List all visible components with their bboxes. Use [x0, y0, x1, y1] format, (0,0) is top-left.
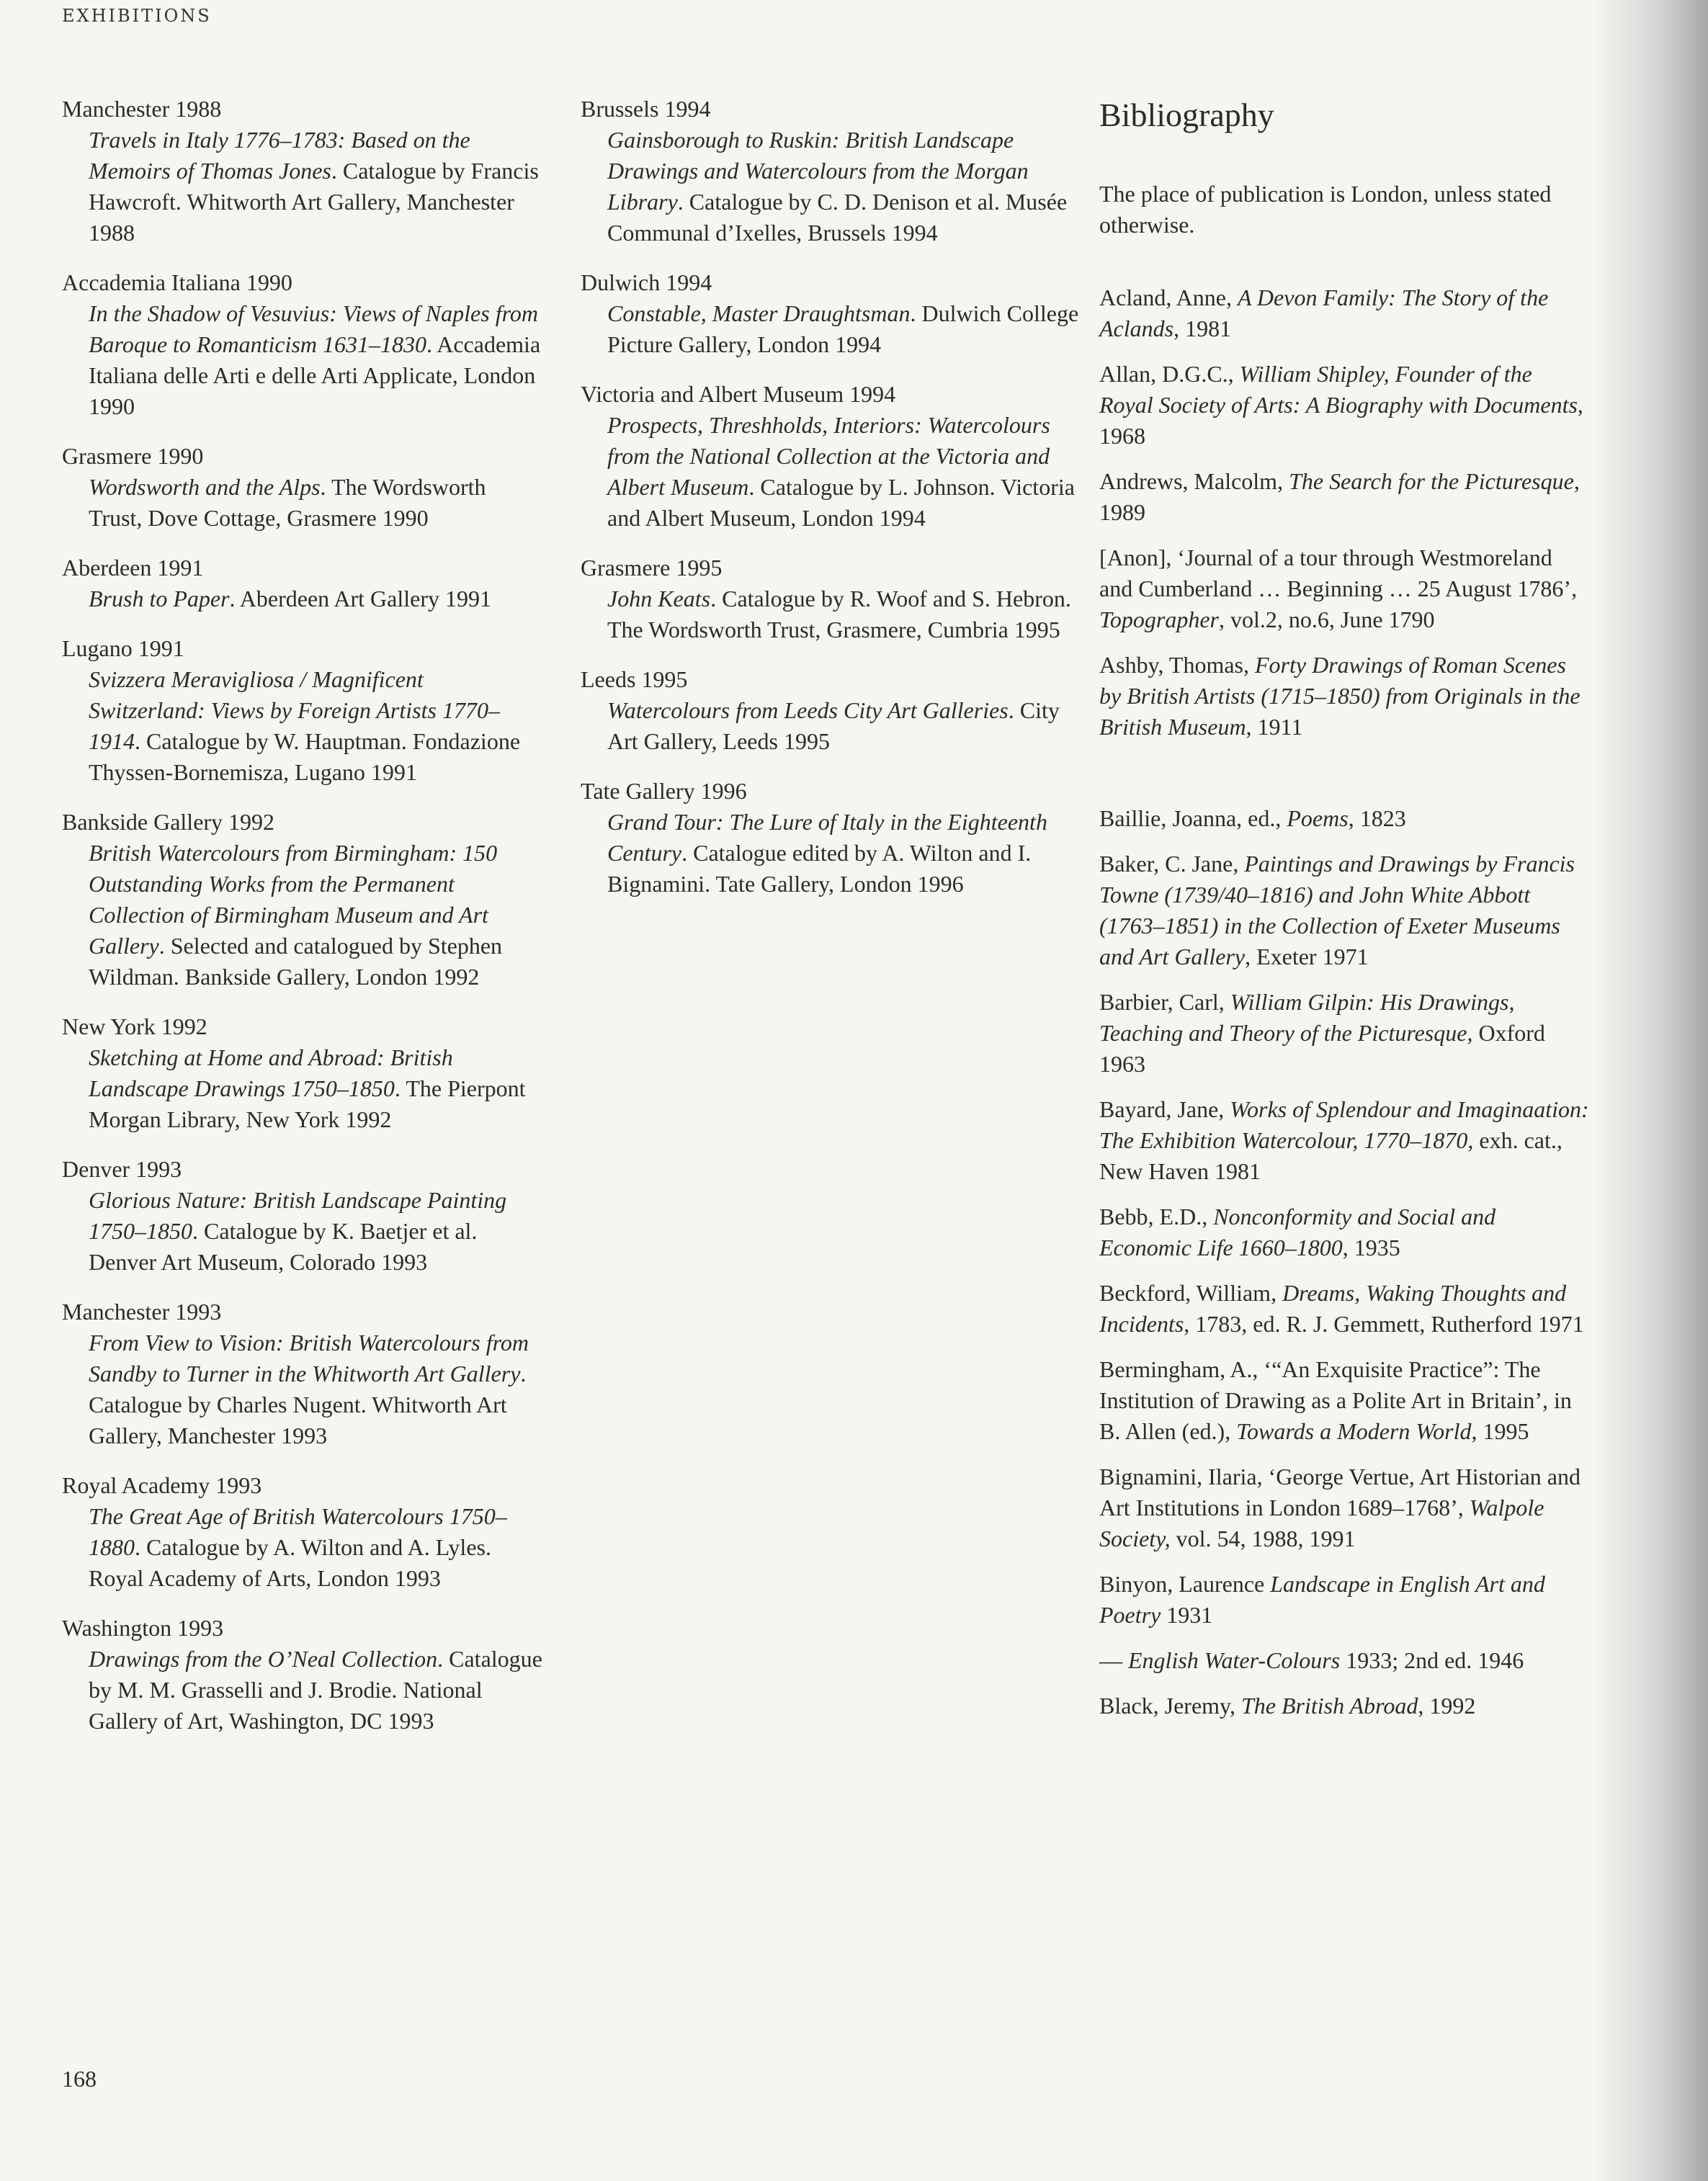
- entry-lead: Bermingham, A., ‘“An Exquisite Practice”: The Institution of Drawing as a Polite Art in Britain’, in B. Allen (ed.),: [1099, 1356, 1572, 1444]
- entry-title: William Gilpin: His Drawings, Teaching and Theory of the Picturesque: [1099, 989, 1515, 1046]
- exhibition-details: [62, 838, 545, 993]
- bibliography-column: [1099, 94, 1589, 1736]
- exhibition-title: From View to Vision: British Watercolours from Sandby to Turner in the Whitworth Art Gallery: [89, 1330, 529, 1387]
- bibliography-entry: [1099, 1094, 1589, 1187]
- entry-tail: , 1989: [1099, 468, 1580, 525]
- exhibition-entry: [581, 94, 1085, 248]
- entry-title: Forty Drawings of Roman Scenes by British Artists (1715–1850) from Originals in the British Museum: [1099, 652, 1580, 740]
- exhibition-description: . Selected and catalogued by Stephen Wildman. Bankside Gallery, London 1992: [89, 933, 503, 990]
- entry-lead: Barbier, Carl,: [1099, 989, 1230, 1015]
- exhibition-description: . Catalogue by M. M. Grasselli and J. Brodie. National Gallery of Art, Washington, DC 1993: [89, 1646, 542, 1734]
- bibliography-entry: [1099, 650, 1589, 743]
- entry-title: English Water-Colours: [1128, 1647, 1341, 1673]
- bibliography-note: The place of publication is London, unless stated otherwise.: [1099, 181, 1552, 238]
- exhibition-place: Washington 1993: [62, 1615, 224, 1641]
- entry-tail: 1933; 2nd ed. 1946: [1340, 1647, 1524, 1673]
- group-spacer: [1099, 757, 1589, 803]
- entry-lead: Andrews, Malcolm,: [1099, 468, 1289, 494]
- bibliography-entry: [1099, 1645, 1589, 1676]
- bibliography-entry: [1099, 542, 1589, 635]
- exhibition-place: Aberdeen 1991: [62, 555, 204, 581]
- exhibition-place: Brussels 1994: [581, 96, 711, 122]
- exhibition-place: Leeds 1995: [581, 666, 688, 692]
- exhibition-details: [62, 1042, 545, 1135]
- entry-title: Paintings and Drawings by Francis Towne (1739/40–1816) and John White Abbott (1763–1851) in the Collection of Exeter Museums and Art Gallery: [1099, 851, 1575, 969]
- exhibition-description: . Catalogue by Charles Nugent. Whitworth Art Gallery, Manchester 1993: [89, 1361, 527, 1448]
- exhibition-details: [581, 583, 1085, 645]
- exhibition-details: [62, 1644, 545, 1737]
- entry-title: Landscape in English Art and Poetry: [1099, 1571, 1545, 1628]
- exhibition-details: [62, 1185, 545, 1278]
- entry-tail: , vol.2, no.6, June 1790: [1218, 606, 1435, 632]
- entry-title: Walpole Society,: [1099, 1495, 1544, 1551]
- entry-lead: Acland, Anne,: [1099, 285, 1238, 310]
- entry-tail: , 1935: [1342, 1235, 1400, 1260]
- bibliography-heading: Bibliography: [1099, 97, 1274, 133]
- exhibition-place: Grasmere 1990: [62, 443, 204, 469]
- entry-tail: , 1968: [1099, 392, 1583, 449]
- exhibition-entry: [62, 267, 545, 422]
- bibliography-entry: [1099, 1461, 1589, 1554]
- exhibition-details: [62, 583, 545, 614]
- exhibition-entry: [581, 776, 1085, 900]
- exhibition-title: British Watercolours from Birmingham: 150 Outstanding Works from the Permanent Collection of Birmingham Museum and Art Gallery: [89, 840, 498, 959]
- exhibitions-column-1: [62, 94, 545, 1755]
- entry-lead: —: [1099, 1647, 1128, 1673]
- entry-lead: Allan, D.G.C.,: [1099, 361, 1240, 387]
- exhibition-details: [581, 298, 1085, 360]
- entry-title: A Devon Family: The Story of the Aclands: [1099, 285, 1549, 341]
- page-number: 168: [62, 2066, 97, 2092]
- exhibition-description: . Dulwich College Picture Gallery, London 1994: [607, 300, 1079, 357]
- entry-title: William Shipley, Founder of the Royal Society of Arts: A Biography with Documents: [1099, 361, 1578, 418]
- exhibition-place: Victoria and Albert Museum 1994: [581, 381, 896, 407]
- exhibition-details: [62, 298, 545, 422]
- exhibition-entry: [62, 807, 545, 993]
- exhibition-place: Bankside Gallery 1992: [62, 809, 275, 835]
- exhibition-place: Tate Gallery 1996: [581, 778, 747, 804]
- exhibition-title: Drawings from the O’Neal Collection: [89, 1646, 438, 1672]
- entry-tail: , 1995: [1471, 1418, 1529, 1444]
- exhibition-details: [581, 807, 1085, 900]
- exhibition-description: . Catalogue by L. Johnson. Victoria and Albert Museum, London 1994: [607, 474, 1075, 531]
- exhibition-title: Wordsworth and the Alps: [89, 474, 321, 500]
- entry-title: The Search for the Picturesque: [1289, 468, 1574, 494]
- exhibition-description: . Catalogue by R. Woof and S. Hebron. The Wordsworth Trust, Grasmere, Cumbria 1995: [607, 586, 1071, 642]
- exhibition-description: . The Pierpont Morgan Library, New York 1992: [89, 1075, 526, 1132]
- bibliography-entry: [1099, 282, 1589, 344]
- entry-tail: , Oxford 1963: [1099, 1020, 1545, 1077]
- entry-lead: Baillie, Joanna, ed.,: [1099, 805, 1287, 831]
- bibliography-entry: [1099, 1201, 1589, 1263]
- exhibition-details: [62, 1327, 545, 1451]
- bibliography-entry: [1099, 1569, 1589, 1631]
- entry-tail: , Exeter 1971: [1245, 944, 1369, 969]
- exhibition-title: Prospects, Threshholds, Interiors: Watercolours from the National Collection at the Victoria and Albert Museum: [607, 412, 1050, 500]
- exhibition-description: . Catalogue by W. Hauptman. Fondazione Thyssen-Bornemisza, Lugano 1991: [89, 728, 521, 785]
- exhibition-entry: [62, 1011, 545, 1135]
- exhibition-title: Sketching at Home and Abroad: British Landscape Drawings 1750–1850: [89, 1044, 453, 1101]
- exhibition-description: . City Art Gallery, Leeds 1995: [607, 697, 1060, 754]
- exhibition-place: Royal Academy 1993: [62, 1472, 262, 1498]
- exhibition-entry: [62, 633, 545, 788]
- bibliography-entry: [1099, 1278, 1589, 1340]
- entry-lead: Bignamini, Ilaria, ‘George Vertue, Art Historian and Art Institutions in London 1689–1768’,: [1099, 1464, 1580, 1521]
- exhibition-title: Watercolours from Leeds City Art Galleries: [607, 697, 1009, 723]
- entry-lead: Binyon, Laurence: [1099, 1571, 1271, 1597]
- exhibition-place: Grasmere 1995: [581, 555, 723, 581]
- bibliography-entry: [1099, 359, 1589, 452]
- exhibition-details: [581, 695, 1085, 757]
- bibliography-entry: [1099, 803, 1589, 834]
- exhibition-description: . Aberdeen Art Gallery 1991: [229, 586, 491, 612]
- exhibition-place: Dulwich 1994: [581, 269, 712, 295]
- exhibition-place: Denver 1993: [62, 1156, 182, 1182]
- exhibition-place: Manchester 1988: [62, 96, 222, 122]
- bibliography-entry: [1099, 1354, 1589, 1447]
- entry-lead: Bebb, E.D.,: [1099, 1204, 1214, 1230]
- exhibition-details: [581, 125, 1085, 248]
- exhibition-entry: [62, 1154, 545, 1278]
- exhibition-entry: [581, 664, 1085, 757]
- exhibition-details: [62, 1501, 545, 1594]
- exhibition-description: . Catalogue edited by A. Wilton and I. Bignamini. Tate Gallery, London 1996: [607, 840, 1032, 897]
- entry-lead: Beckford, William,: [1099, 1280, 1283, 1306]
- entry-tail: 1931: [1161, 1602, 1213, 1628]
- exhibition-entry: [62, 1470, 545, 1594]
- exhibition-entry: [62, 441, 545, 534]
- entry-tail: , 1911: [1246, 714, 1303, 740]
- exhibition-entry: [581, 267, 1085, 360]
- entry-lead: Bayard, Jane,: [1099, 1096, 1230, 1122]
- exhibition-title: The Great Age of British Watercolours 1750–1880: [89, 1503, 507, 1560]
- exhibition-details: [62, 125, 545, 248]
- entry-tail: , 1981: [1173, 315, 1232, 341]
- entry-title: Topographer: [1099, 606, 1219, 632]
- exhibition-description: . Catalogue by K. Baetjer et al. Denver Art Museum, Colorado 1993: [89, 1218, 478, 1275]
- exhibition-description: . The Wordsworth Trust, Dove Cottage, Grasmere 1990: [89, 474, 486, 531]
- entry-lead: Ashby, Thomas,: [1099, 652, 1255, 678]
- entry-tail: , exh. cat., New Haven 1981: [1099, 1127, 1562, 1184]
- entry-lead: [Anon], ‘Journal of a tour through Westmoreland and Cumberland … Beginning … 25 August 1786’,: [1099, 545, 1578, 601]
- exhibition-title: Grand Tour: The Lure of Italy in the Eighteenth Century: [607, 809, 1047, 866]
- exhibition-entry: [62, 552, 545, 614]
- entry-title: Works of Splendour and Imaginaation: The Exhibition Watercolour, 1770–1870: [1099, 1096, 1589, 1153]
- exhibition-title: Glorious Nature: British Landscape Painting 1750–1850: [89, 1187, 507, 1244]
- exhibition-title: Travels in Italy 1776–1783: Based on the Memoirs of Thomas Jones: [89, 127, 470, 184]
- exhibitions-column-2: [581, 94, 1085, 918]
- exhibition-title: John Keats: [607, 586, 711, 612]
- exhibition-details: [581, 410, 1085, 534]
- bibliography-entry: [1099, 848, 1589, 972]
- exhibition-entry: [581, 379, 1085, 534]
- exhibition-title: Gainsborough to Ruskin: British Landscape Drawings and Watercolours from the Morgan Library: [607, 127, 1029, 215]
- exhibition-entry: [62, 94, 545, 248]
- exhibition-title: Constable, Master Draughtsman: [607, 300, 911, 326]
- bibliography-entry: [1099, 466, 1589, 528]
- entry-tail: , 1992: [1418, 1693, 1476, 1719]
- exhibition-title: In the Shadow of Vesuvius: Views of Naples from Baroque to Romanticism 1631–1830: [89, 300, 538, 357]
- exhibition-details: [62, 472, 545, 534]
- exhibition-description: . Catalogue by C. D. Denison et al. Musée Communal d’Ixelles, Brussels 1994: [607, 189, 1068, 246]
- exhibition-entry: [62, 1613, 545, 1737]
- exhibition-place: Lugano 1991: [62, 635, 184, 661]
- bibliography-entry: [1099, 987, 1589, 1080]
- entry-title: Towards a Modern World: [1236, 1418, 1472, 1444]
- entry-tail: vol. 54, 1988, 1991: [1170, 1526, 1356, 1551]
- exhibition-description: . Catalogue by Francis Hawcroft. Whitworth Art Gallery, Manchester 1988: [89, 158, 539, 246]
- exhibition-place: Accademia Italiana 1990: [62, 269, 292, 295]
- exhibition-details: [62, 664, 545, 788]
- entry-title: Dreams, Waking Thoughts and Incidents: [1099, 1280, 1567, 1337]
- entry-tail: , 1823: [1348, 805, 1406, 831]
- exhibition-title: Svizzera Meravigliosa / Magnificent Switzerland: Views by Foreign Artists 1770–1914: [89, 666, 500, 754]
- exhibition-entry: [62, 1296, 545, 1451]
- bibliography-entry: [1099, 1690, 1589, 1721]
- exhibition-title: Brush to Paper: [89, 586, 230, 612]
- exhibition-description: . Catalogue by A. Wilton and A. Lyles. Royal Academy of Arts, London 1993: [89, 1534, 491, 1591]
- exhibition-place: New York 1992: [62, 1013, 207, 1039]
- entry-lead: Black, Jeremy,: [1099, 1693, 1241, 1719]
- running-head: EXHIBITIONS: [62, 6, 212, 26]
- exhibition-entry: [581, 552, 1085, 645]
- entry-title: Poems: [1287, 805, 1349, 831]
- entry-title: Nonconformity and Social and Economic Life 1660–1800: [1099, 1204, 1496, 1260]
- exhibition-place: Manchester 1993: [62, 1299, 222, 1325]
- entry-lead: Baker, C. Jane,: [1099, 851, 1245, 877]
- entry-tail: , 1783, ed. R. J. Gemmett, Rutherford 1971: [1184, 1311, 1584, 1337]
- entry-title: The British Abroad: [1240, 1693, 1418, 1719]
- page-edge-shadow: [1593, 0, 1708, 2181]
- exhibition-description: . Accademia Italiana delle Arti e delle Arti Applicate, London 1990: [89, 331, 541, 419]
